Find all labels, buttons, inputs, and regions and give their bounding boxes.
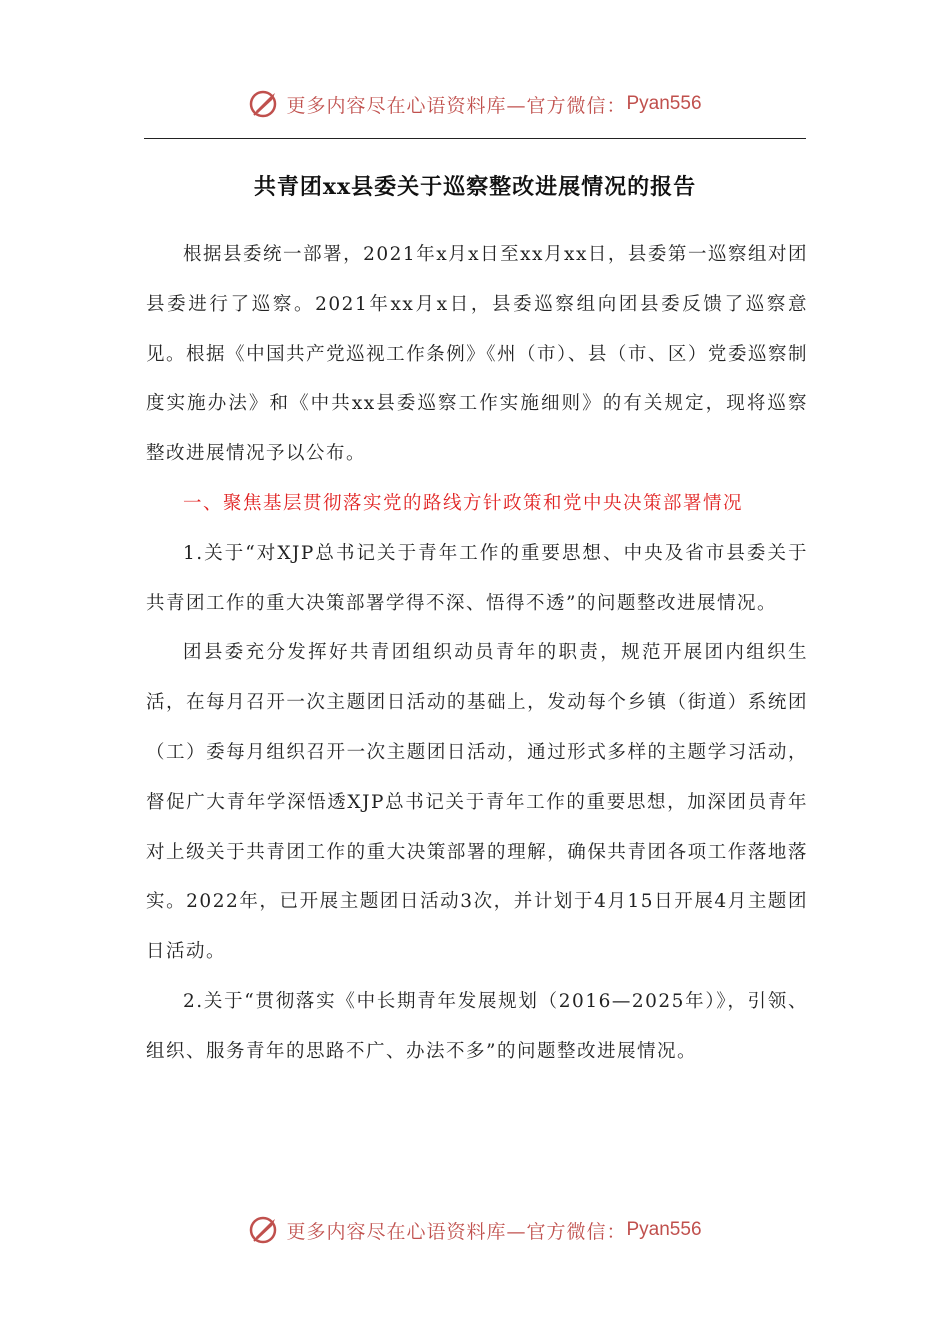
watermark-wechat: Pyan556 bbox=[626, 93, 702, 114]
header-rule bbox=[144, 138, 806, 139]
watermark-text: 更多内容尽在心语资料库—官方微信： bbox=[286, 94, 627, 117]
document-body bbox=[146, 230, 808, 1077]
item-2-paragraph: 2.关于“贯彻落实《中长期青年发展规划（2016—2025年）》，引领、组织、服务青年的思路不广、办法不多”的问题整改进展情况。 bbox=[146, 990, 808, 1062]
intro-paragraph: 根据县委统一部署，2021年x月x日至xx月xx日，县委第一巡察组对团县委进行了巡察。2021年xx月x日，县委巡察组向团县委反馈了巡察意见。根据《中国共产党巡视工作条例》《州（市）、县（市、区）党委巡察制度实施办法》和《中共xx县委巡察工作实施细则》的有关规定，现将巡察整改进展情况予以公布。 bbox=[146, 244, 808, 465]
document-title: 共青团xx县委关于巡察整改进展情况的报告 bbox=[253, 174, 697, 200]
section-heading-1: 一、聚焦基层贯彻落实党的路线方针政策和党中央决策部署情况 bbox=[183, 492, 744, 514]
item-1-detail-paragraph: 团县委充分发挥好共青团组织动员青年的职责，规范开展团内组织生活，在每月召开一次主题团日活动的基础上，发动每个乡镇（街道）系统团（工）委每月组织召开一次主题团日活动，通过形式多样的主题学习活动，督促广大青年学深悟透XJP总书记关于青年工作的重要思想，加深团员青年对上级关于共青团工作的重大决策部署的理解，确保共青团各项工作落地落实。2022年，已开展主题团日活动3次，并计划于4月15日开展4月主题团日活动。 bbox=[146, 642, 808, 963]
header-watermark bbox=[0, 86, 950, 122]
footer-watermark bbox=[0, 1212, 950, 1248]
pen-logo-icon bbox=[248, 89, 282, 119]
pen-logo-icon bbox=[248, 1215, 282, 1245]
item-1-paragraph: 1.关于“对XJP总书记关于青年工作的重要思想、中央及省市县委关于共青团工作的重大决策部署学得不深、悟得不透”的问题整改进展情况。 bbox=[146, 542, 808, 614]
footer-watermark-wechat: Pyan556 bbox=[626, 1219, 702, 1240]
footer-watermark-text: 更多内容尽在心语资料库—官方微信： bbox=[286, 1220, 627, 1243]
